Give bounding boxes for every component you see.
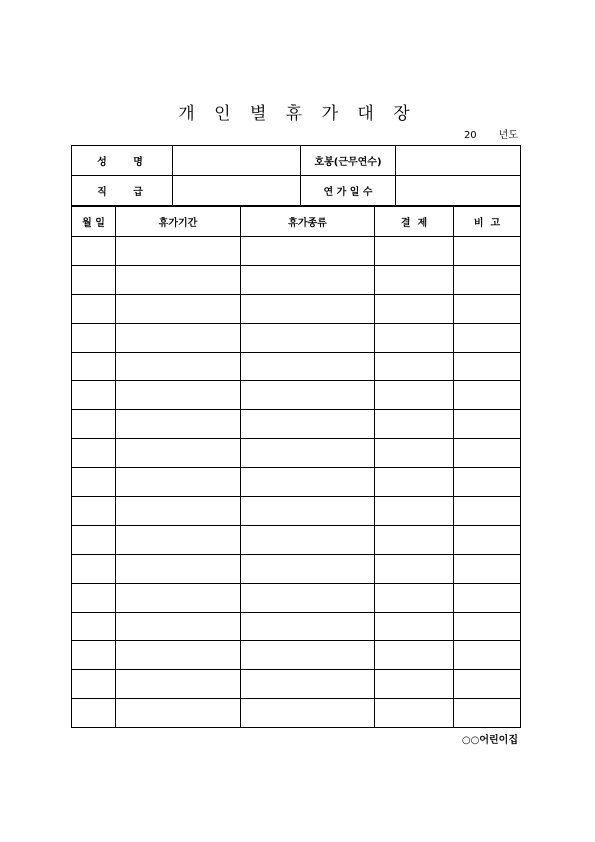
approval-cell[interactable] [375,439,454,468]
date-cell[interactable] [72,352,116,381]
date-cell[interactable] [72,410,116,439]
remarks-cell[interactable] [454,294,521,323]
name-field[interactable] [173,146,301,176]
type-cell[interactable] [241,497,375,526]
year-prefix: 20 [463,130,477,141]
remarks-cell[interactable] [454,265,521,294]
table-row [72,641,521,670]
date-cell[interactable] [72,670,116,699]
name-label: 성 명 [72,146,173,176]
approval-cell[interactable] [375,265,454,294]
type-cell[interactable] [241,237,375,266]
period-cell[interactable] [116,352,241,381]
date-cell[interactable] [72,439,116,468]
col-header-period: 휴가기간 [116,207,241,237]
type-cell[interactable] [241,554,375,583]
type-cell[interactable] [241,699,375,728]
remarks-cell[interactable] [454,699,521,728]
period-cell[interactable] [116,237,241,266]
type-cell[interactable] [241,612,375,641]
date-cell[interactable] [72,554,116,583]
remarks-cell[interactable] [454,468,521,497]
date-cell[interactable] [72,323,116,352]
period-cell[interactable] [116,439,241,468]
remarks-cell[interactable] [454,497,521,526]
date-cell[interactable] [72,641,116,670]
col-header-type: 휴가종류 [241,207,375,237]
table-row [72,294,521,323]
approval-cell[interactable] [375,237,454,266]
table-row [72,439,521,468]
type-cell[interactable] [241,323,375,352]
date-cell[interactable] [72,699,116,728]
leave-days-label: 연 가 일 수 [301,176,396,206]
table-row [72,699,521,728]
remarks-cell[interactable] [454,554,521,583]
table-row [72,554,521,583]
period-cell[interactable] [116,525,241,554]
approval-cell[interactable] [375,583,454,612]
org-name: ○○어린이집 [461,735,518,746]
table-row [72,583,521,612]
approval-cell[interactable] [375,497,454,526]
period-cell[interactable] [116,468,241,497]
period-cell[interactable] [116,554,241,583]
position-field[interactable] [173,176,301,206]
approval-cell[interactable] [375,554,454,583]
remarks-cell[interactable] [454,612,521,641]
date-cell[interactable] [72,294,116,323]
table-row [72,468,521,497]
period-cell[interactable] [116,497,241,526]
leave-days-field[interactable] [396,176,521,206]
approval-cell[interactable] [375,612,454,641]
period-cell[interactable] [116,265,241,294]
year-line [464,126,518,141]
employee-info-table [71,145,521,206]
date-cell[interactable] [72,237,116,266]
remarks-cell[interactable] [454,237,521,266]
approval-cell[interactable] [375,352,454,381]
col-header-approval: 결 제 [375,207,454,237]
type-cell[interactable] [241,265,375,294]
date-cell[interactable] [72,612,116,641]
type-cell[interactable] [241,670,375,699]
approval-cell[interactable] [375,410,454,439]
table-row [72,410,521,439]
remarks-cell[interactable] [454,323,521,352]
table-row [72,237,521,266]
period-cell[interactable] [116,583,241,612]
remarks-cell[interactable] [454,583,521,612]
approval-cell[interactable] [375,381,454,410]
leave-log-table [71,206,521,728]
table-row [72,497,521,526]
type-cell[interactable] [241,468,375,497]
date-cell[interactable] [72,468,116,497]
grade-field[interactable] [396,146,521,176]
table-row [72,381,521,410]
table-row [72,525,521,554]
table-row [72,670,521,699]
col-header-date: 월 일 [72,207,116,237]
date-cell[interactable] [72,583,116,612]
period-cell[interactable] [116,670,241,699]
type-cell[interactable] [241,439,375,468]
type-cell[interactable] [241,410,375,439]
table-row [72,612,521,641]
approval-cell[interactable] [375,294,454,323]
remarks-cell[interactable] [454,439,521,468]
type-cell[interactable] [241,583,375,612]
remarks-cell[interactable] [454,381,521,410]
table-row [72,352,521,381]
date-cell[interactable] [72,265,116,294]
table-row [72,323,521,352]
period-cell[interactable] [116,323,241,352]
period-cell[interactable] [116,612,241,641]
col-header-remarks: 비 고 [454,207,521,237]
approval-cell[interactable] [375,641,454,670]
remarks-cell[interactable] [454,352,521,381]
table-row [72,265,521,294]
remarks-cell[interactable] [454,670,521,699]
year-suffix: 년도 [498,130,518,141]
date-cell[interactable] [72,381,116,410]
type-cell[interactable] [241,641,375,670]
date-cell[interactable] [72,525,116,554]
approval-cell[interactable] [375,699,454,728]
period-cell[interactable] [116,294,241,323]
remarks-cell[interactable] [454,641,521,670]
type-cell[interactable] [241,294,375,323]
page-title: 개 인 별 휴 가 대 장 [178,104,417,124]
header-row [72,207,521,237]
approval-cell[interactable] [375,670,454,699]
period-cell[interactable] [116,410,241,439]
approval-cell[interactable] [375,323,454,352]
remarks-cell[interactable] [454,525,521,554]
type-cell[interactable] [241,352,375,381]
period-cell[interactable] [116,381,241,410]
period-cell[interactable] [116,641,241,670]
type-cell[interactable] [241,525,375,554]
approval-cell[interactable] [375,468,454,497]
date-cell[interactable] [72,497,116,526]
position-label: 직 급 [72,176,173,206]
period-cell[interactable] [116,699,241,728]
remarks-cell[interactable] [454,410,521,439]
type-cell[interactable] [241,381,375,410]
approval-cell[interactable] [375,525,454,554]
grade-label: 호봉(근무연수) [301,146,396,176]
